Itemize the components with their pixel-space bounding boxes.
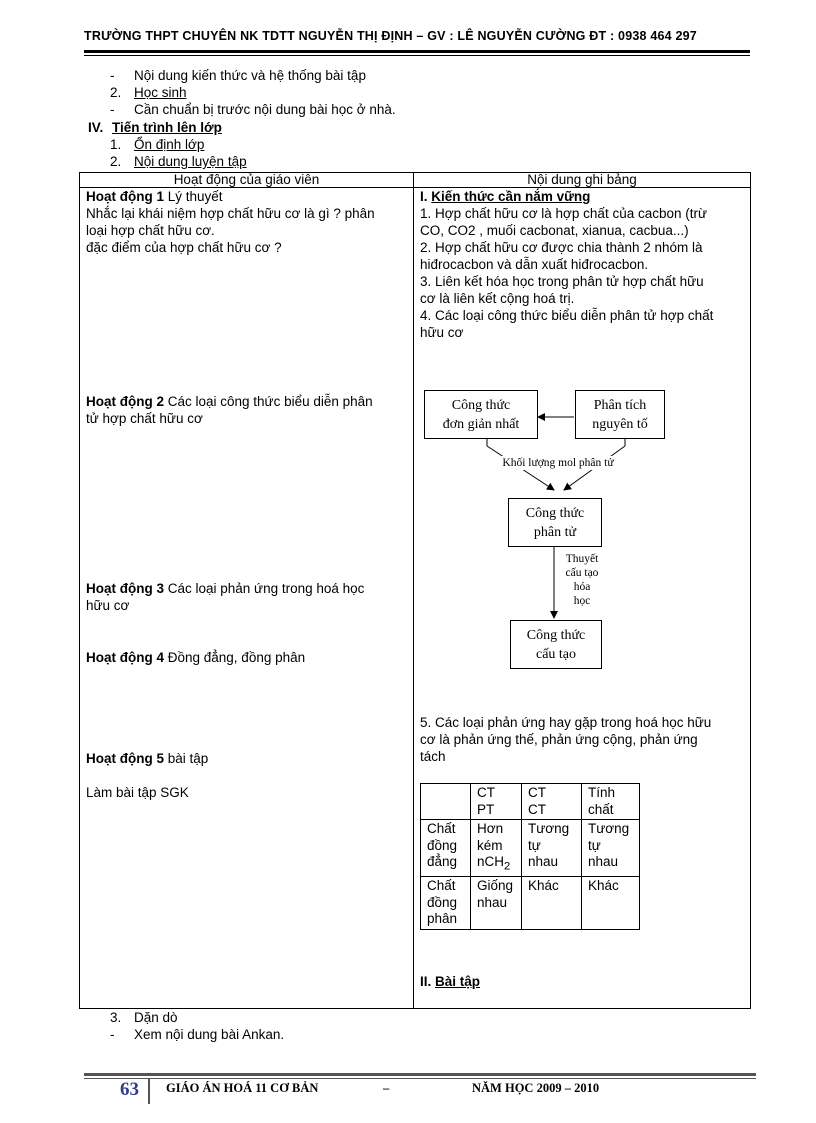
knowledge-point: 1. Hợp chất hữu cơ là hợp chất của cacbon (trừ (420, 206, 708, 221)
section-number: IV. (88, 120, 104, 135)
knowledge-point: tách (420, 749, 446, 764)
knowledge-point: 5. Các loại phản ứng hay gặp trong hoá học hữu (420, 715, 712, 730)
knowledge-point: hiđrocacbon và dẫn xuất hiđrocacbon. (420, 257, 649, 272)
outro-text: Xem nội dung bài Ankan. (134, 1027, 285, 1042)
compare-cell: Giống nhau (471, 877, 522, 930)
intro-line-6 (110, 154, 247, 170)
intro-line-3 (110, 102, 396, 118)
box-structural-formula: Công thức cấu tạo (510, 620, 602, 669)
footer-dash: – (383, 1081, 390, 1095)
header-rule-thin (84, 55, 750, 56)
compare-row-isomer (421, 877, 640, 930)
intro-line-5 (110, 137, 205, 153)
footer-rule-thin (84, 1078, 756, 1079)
activity-3: Hoạt động 3 Các loại phản ứng trong hoá học (86, 581, 365, 596)
page-number-divider (148, 1078, 150, 1104)
compare-cell: Khác (582, 877, 640, 930)
table-header-row (80, 173, 751, 188)
compare-cell: Khác (522, 877, 582, 930)
outro-heading: Dặn dò (134, 1010, 178, 1025)
col-header-board: Nội dung ghi bảng (414, 173, 751, 188)
intro-heading: Ổn định lớp (134, 137, 205, 152)
label-structure-theory: Thuyết cấu tạo hóa học (565, 553, 599, 607)
bullet: - (110, 68, 115, 83)
knowledge-point: hữu cơ (420, 325, 464, 340)
bullet: - (110, 102, 115, 117)
list-number: 1. (110, 137, 122, 152)
homolog-isomer-table (420, 783, 640, 930)
knowledge-point: cơ là phản ứng thế, phản ứng cộng, phản ứng (420, 732, 698, 747)
table-body-row (80, 188, 751, 1009)
page-header-title: TRƯỜNG THPT CHUYÊN NK TDTT NGUYỄN THỊ ĐỊNH – GV : LÊ NGUYỄN CƯỜNG ĐT : 0938 464 297 (84, 29, 697, 43)
box-molecular-formula: Công thức phân tử (508, 498, 602, 547)
section-heading: Tiến trình lên lớp (112, 120, 222, 135)
compare-row-label: Chất đồng đẳng (421, 820, 471, 877)
knowledge-point: CO, CO2 , muối cacbonat, xianua, cacbua...) (420, 223, 689, 238)
list-number: 2. (110, 154, 122, 169)
intro-text: Nội dung kiến thức và hệ thống bài tập (134, 68, 366, 83)
page-number: 63 (120, 1079, 139, 1100)
label-molar-mass: Khối lượng mol phân tử (488, 456, 628, 470)
compare-header-cell: CT PT (471, 784, 522, 820)
compare-row-label: Chất đồng phân (421, 877, 471, 930)
activity-3-text: hữu cơ (86, 598, 130, 613)
activity-1-question: Nhắc lại khái niệm hợp chất hữu cơ là gì ? phân (86, 206, 375, 221)
activity-1-question: loại hợp chất hữu cơ. (86, 223, 215, 238)
activity-1-question: đặc điểm của hợp chất hữu cơ ? (86, 240, 282, 255)
activity-5-task: Làm bài tập SGK (86, 785, 189, 800)
activity-2: Hoạt động 2 Các loại công thức biểu diễn phân (86, 394, 373, 409)
list-number: 2. (110, 85, 122, 100)
list-number: 3. (110, 1010, 122, 1025)
intro-line-2 (110, 85, 187, 101)
board-content-cell (414, 188, 751, 1009)
intro-line-1 (110, 68, 366, 84)
teacher-activities-cell (80, 188, 414, 1009)
lesson-table (79, 172, 751, 1009)
box-empirical-formula: Công thức đơn giản nhất (424, 390, 538, 439)
box-element-analysis: Phân tích nguyên tố (575, 390, 665, 439)
col-header-teacher: Hoạt động của giáo viên (80, 173, 414, 188)
compare-header-row (421, 784, 640, 820)
compare-cell: Tương tự nhau (582, 820, 640, 877)
compare-cell: Tương tự nhau (522, 820, 582, 877)
knowledge-point: 2. Hợp chất hữu cơ được chia thành 2 nhóm là (420, 240, 703, 255)
activity-5: Hoạt động 5 bài tập (86, 751, 209, 766)
compare-row-homolog (421, 820, 640, 877)
activity-4: Hoạt động 4 Đồng đẳng, đồng phân (86, 650, 306, 665)
footer-rule-thick (84, 1073, 756, 1076)
footer-school-year: NĂM HỌC 2009 – 2010 (472, 1081, 600, 1095)
header-rule-thick (84, 50, 750, 53)
intro-heading: Nội dung luyện tập (134, 154, 247, 169)
compare-cell: Hơn kém nCH$_2$ (471, 820, 522, 877)
activity-2-text: tử hợp chất hữu cơ (86, 411, 203, 426)
activity-1: Hoạt động 1 Lý thuyết (86, 189, 223, 204)
compare-corner-cell (421, 784, 471, 820)
section-1-heading: I. Kiến thức cần nắm vững (420, 189, 591, 204)
intro-line-4 (88, 120, 222, 136)
knowledge-point: 4. Các loại công thức biểu diễn phân tử hợp chất (420, 308, 714, 323)
compare-header-cell: Tính chất (582, 784, 640, 820)
bullet: - (110, 1027, 115, 1042)
knowledge-point: cơ là liên kết cộng hoá trị. (420, 291, 575, 306)
outro-line-2 (110, 1027, 285, 1043)
intro-text: Cần chuẩn bị trước nội dung bài học ở nhà. (134, 102, 396, 117)
outro-line-1 (110, 1010, 178, 1026)
intro-heading: Học sinh (134, 85, 187, 100)
knowledge-point: 3. Liên kết hóa học trong phân tử hợp chất hữu (420, 274, 704, 289)
footer-course: GIÁO ÁN HOÁ 11 CƠ BẢN (166, 1081, 319, 1095)
section-2-heading: II. Bài tập (420, 974, 481, 989)
compare-header-cell: CT CT (522, 784, 582, 820)
